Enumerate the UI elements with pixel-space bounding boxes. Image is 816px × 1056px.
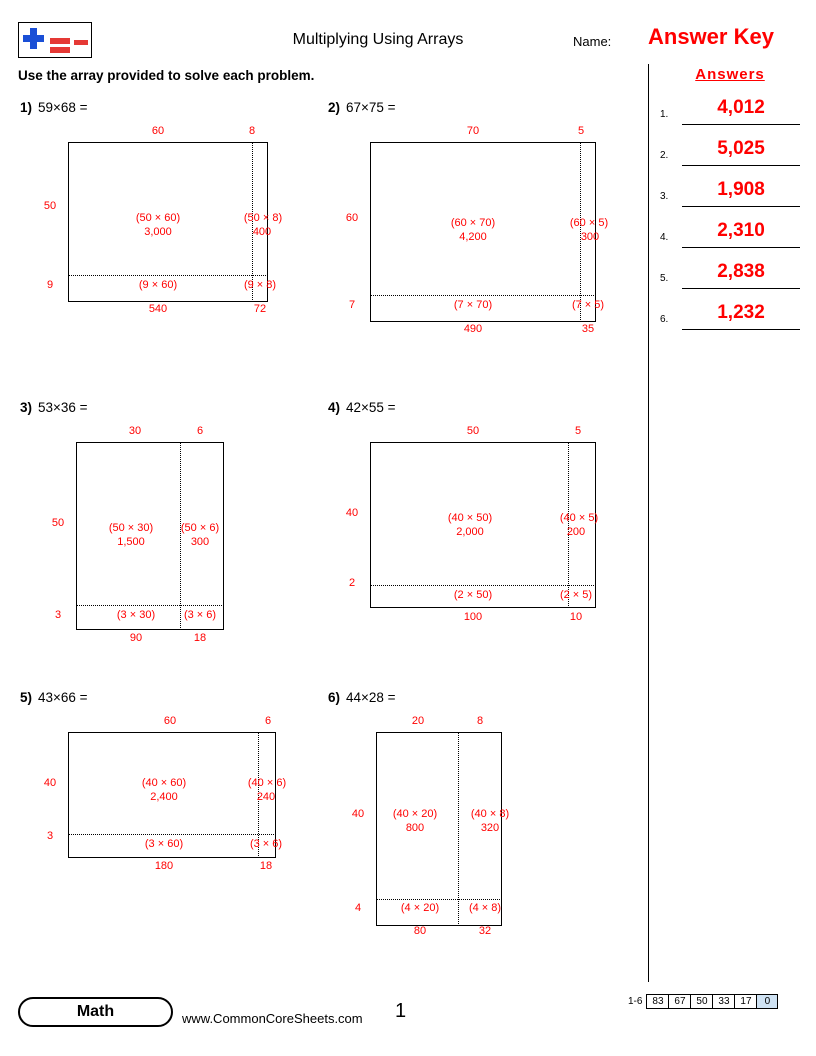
cell-product: 300 (190, 536, 210, 548)
cell-expression: (4 × 8) (468, 902, 502, 914)
problem-number: 5) (20, 690, 33, 705)
cell-expression: (40 × 8) (470, 808, 510, 820)
problem-2 (328, 100, 638, 335)
answer-row (660, 93, 800, 134)
answer-value: 1,232 (682, 298, 800, 330)
cell-product: 35 (581, 323, 595, 335)
answer-number: 4. (660, 232, 669, 243)
problem-expression: 59×68 = (38, 100, 88, 115)
problem-4 (328, 400, 638, 640)
answer-value: 1,908 (682, 175, 800, 207)
problem-6 (328, 690, 638, 940)
problem-number: 3) (20, 400, 33, 415)
left-label-tens: 50 (51, 517, 65, 529)
problem-expression: 44×28 = (346, 690, 396, 705)
answers-title: Answers (695, 66, 765, 83)
top-label-ones: 5 (577, 125, 585, 137)
answer-value: 4,012 (682, 93, 800, 125)
problem-1 (20, 100, 320, 330)
array-horizontal-divider (370, 295, 596, 296)
problem-number: 2) (328, 100, 341, 115)
cell-product: 72 (253, 303, 267, 315)
problem-number: 6) (328, 690, 341, 705)
left-label-tens: 40 (351, 808, 365, 820)
answer-number: 2. (660, 150, 669, 161)
left-label-tens: 60 (345, 212, 359, 224)
site-url: www.CommonCoreSheets.com (182, 1011, 363, 1026)
cell-product: 300 (580, 231, 600, 243)
scale-value: 67 (668, 994, 690, 1009)
subject-badge: Math (18, 997, 173, 1027)
answers-panel (660, 66, 800, 339)
scale-value: 17 (734, 994, 756, 1009)
left-label-tens: 40 (345, 507, 359, 519)
answer-row (660, 257, 800, 298)
scale-value: 50 (690, 994, 712, 1009)
problem-expression: 67×75 = (346, 100, 396, 115)
cell-product: 100 (463, 611, 483, 623)
grading-scale (628, 994, 778, 1009)
problem-heading (328, 400, 638, 415)
array-horizontal-divider (68, 834, 276, 835)
top-label-ones: 6 (196, 425, 204, 437)
cell-expression: (50 × 30) (108, 522, 154, 534)
left-label-ones: 2 (348, 577, 356, 589)
cell-expression: (50 × 8) (243, 212, 283, 224)
answer-row (660, 134, 800, 175)
left-label-ones: 4 (354, 902, 362, 914)
answer-number: 1. (660, 109, 669, 120)
cell-expression: (3 × 6) (249, 838, 283, 850)
problem-number: 4) (328, 400, 341, 415)
left-label-tens: 40 (43, 777, 57, 789)
left-label-ones: 7 (348, 299, 356, 311)
cell-product: 4,200 (459, 231, 487, 243)
array-horizontal-divider (76, 605, 224, 606)
problem-heading (20, 400, 320, 415)
cell-expression: (3 × 60) (144, 838, 184, 850)
cell-product: 18 (259, 860, 273, 872)
problem-heading (20, 100, 320, 115)
answer-number: 3. (660, 191, 669, 202)
cell-product: 400 (252, 226, 272, 238)
left-label-tens: 50 (43, 200, 57, 212)
answer-value: 5,025 (682, 134, 800, 166)
cell-product: 2,000 (456, 526, 484, 538)
name-label: Name: (573, 34, 612, 49)
cell-product: 200 (566, 526, 586, 538)
cell-expression: (40 × 6) (247, 777, 287, 789)
cell-expression: (40 × 5) (559, 512, 599, 524)
top-label-tens: 30 (128, 425, 142, 437)
cell-product: 180 (154, 860, 174, 872)
scale-value-highlight: 0 (756, 994, 778, 1009)
array-horizontal-divider (376, 899, 502, 900)
array-horizontal-divider (68, 275, 268, 276)
page-title: Multiplying Using Arrays (292, 31, 464, 48)
cell-expression: (2 × 5) (559, 589, 593, 601)
top-label-ones: 8 (248, 125, 256, 137)
problem-5 (20, 690, 320, 940)
scale-range: 1-6 (628, 996, 643, 1007)
problem-heading (20, 690, 320, 705)
cell-product: 540 (148, 303, 168, 315)
answer-row (660, 298, 800, 339)
cell-product: 800 (405, 822, 425, 834)
math-symbols-icon (19, 23, 91, 57)
problem-expression: 53×36 = (38, 400, 88, 415)
cell-product: 490 (463, 323, 483, 335)
cell-expression: (4 × 20) (400, 902, 440, 914)
top-label-tens: 60 (163, 715, 177, 727)
top-label-tens: 20 (411, 715, 425, 727)
cell-expression: (50 × 6) (180, 522, 220, 534)
scale-value: 83 (646, 994, 668, 1009)
problem-expression: 43×66 = (38, 690, 88, 705)
top-label-tens: 70 (466, 125, 480, 137)
cell-product: 2,400 (150, 791, 178, 803)
cell-product: 90 (129, 632, 143, 644)
answers-divider (648, 64, 649, 982)
array-vertical-divider (568, 442, 569, 608)
cell-product: 3,000 (144, 226, 172, 238)
cell-expression: (40 × 60) (141, 777, 187, 789)
answer-value: 2,838 (682, 257, 800, 289)
problem-expression: 42×55 = (346, 400, 396, 415)
page-header (18, 22, 798, 62)
problem-heading (328, 690, 638, 705)
page-number: 1 (395, 1000, 407, 1022)
answer-number: 5. (660, 273, 669, 284)
cell-expression: (2 × 50) (453, 589, 493, 601)
array-rectangle (370, 442, 596, 608)
left-label-ones: 3 (46, 830, 54, 842)
cell-expression: (60 × 5) (569, 217, 609, 229)
cell-product: 1,500 (117, 536, 145, 548)
cell-expression: (40 × 50) (447, 512, 493, 524)
problem-heading (328, 100, 638, 115)
instructions-text: Use the array provided to solve each problem. (18, 68, 315, 83)
cell-expression: (50 × 60) (135, 212, 181, 224)
answer-key-badge: Answer Key (648, 24, 774, 49)
left-label-ones: 3 (54, 609, 62, 621)
top-label-tens: 50 (466, 425, 480, 437)
left-label-ones: 9 (46, 279, 54, 291)
site-logo (18, 22, 92, 58)
top-label-ones: 6 (264, 715, 272, 727)
cell-expression: (3 × 30) (116, 609, 156, 621)
cell-product: 18 (193, 632, 207, 644)
scale-value: 33 (712, 994, 734, 1009)
cell-expression: (40 × 20) (392, 808, 438, 820)
top-label-tens: 60 (151, 125, 165, 137)
cell-product: 320 (480, 822, 500, 834)
cell-expression: (9 × 8) (243, 279, 277, 291)
cell-expression: (3 × 6) (183, 609, 217, 621)
problem-3 (20, 400, 320, 644)
cell-product: 10 (569, 611, 583, 623)
cell-product: 80 (413, 925, 427, 937)
top-label-ones: 8 (476, 715, 484, 727)
answer-number: 6. (660, 314, 669, 325)
problem-number: 1) (20, 100, 33, 115)
answer-row (660, 175, 800, 216)
answer-value: 2,310 (682, 216, 800, 248)
cell-product: 240 (256, 791, 276, 803)
cell-expression: (60 × 70) (450, 217, 496, 229)
cell-expression: (7 × 5) (571, 299, 605, 311)
answer-row (660, 216, 800, 257)
cell-expression: (9 × 60) (138, 279, 178, 291)
cell-expression: (7 × 70) (453, 299, 493, 311)
cell-product: 32 (478, 925, 492, 937)
top-label-ones: 5 (574, 425, 582, 437)
array-horizontal-divider (370, 585, 596, 586)
